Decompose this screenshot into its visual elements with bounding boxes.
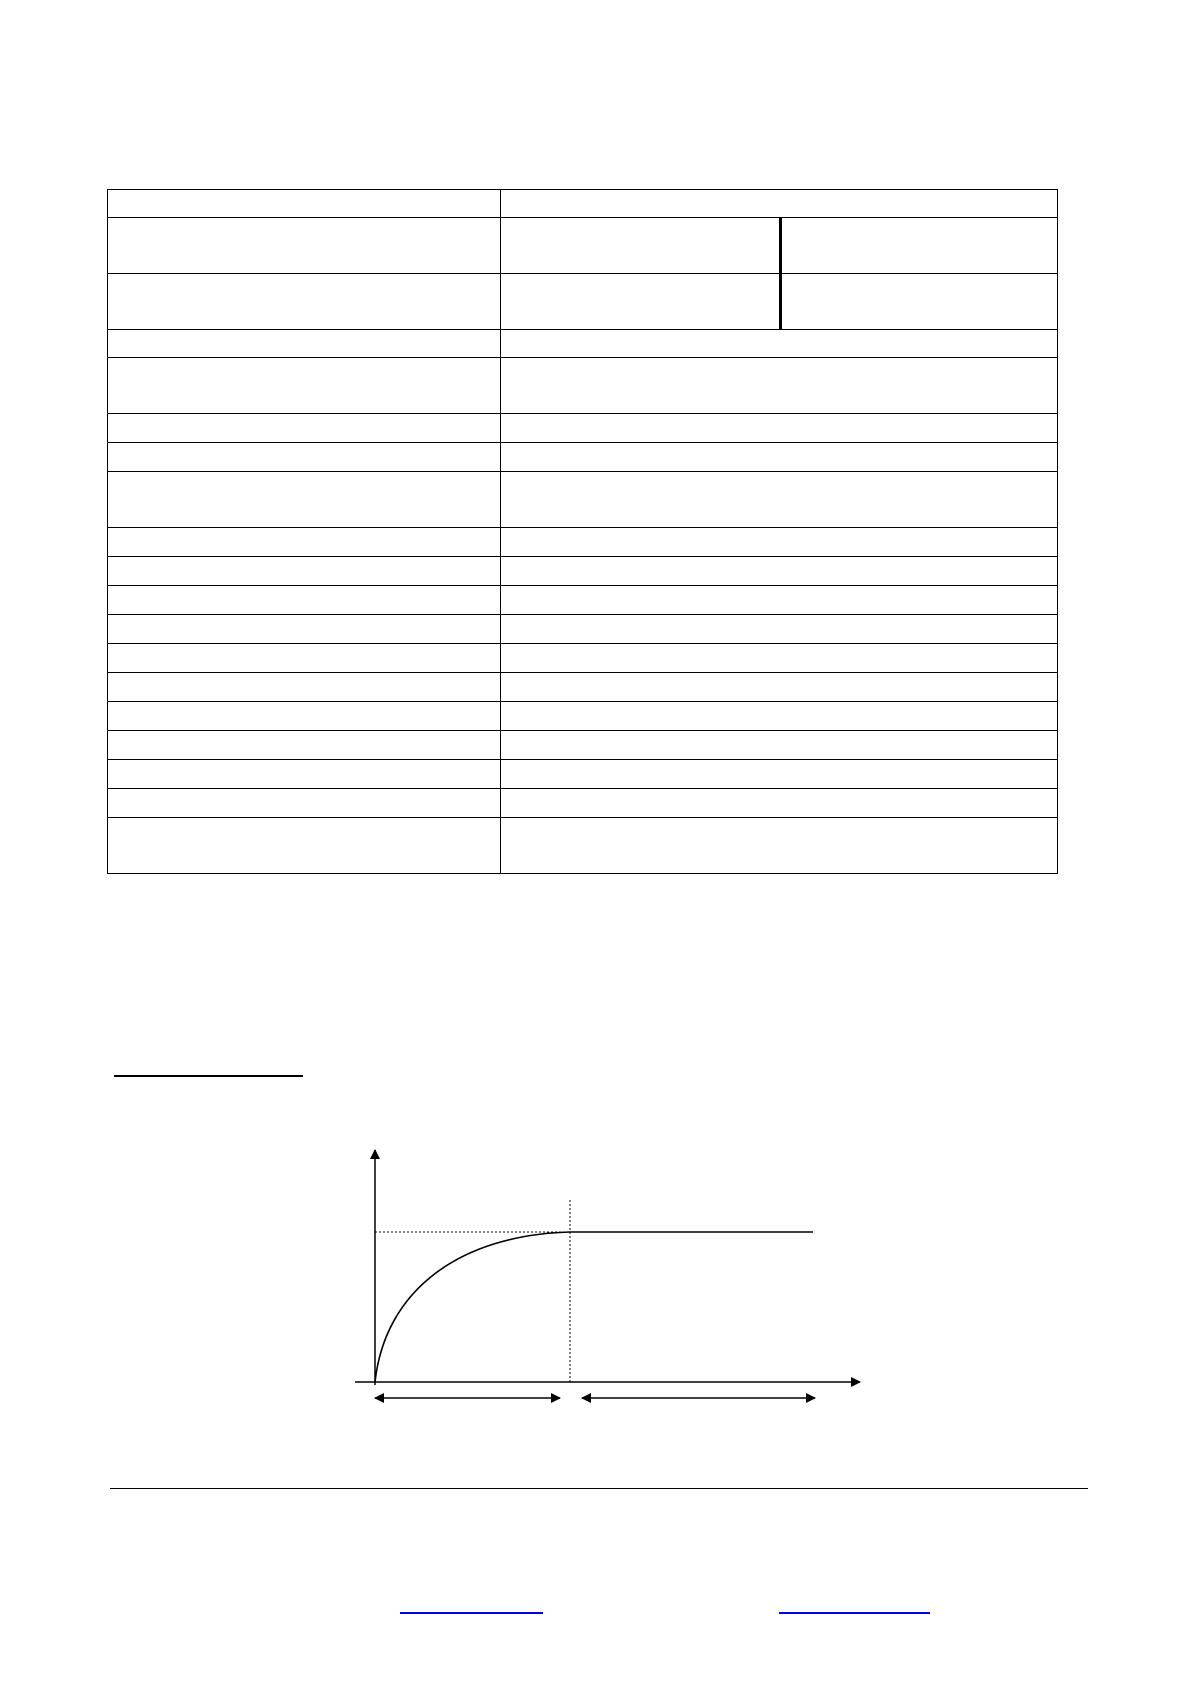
row-label (108, 760, 501, 789)
table-row (108, 330, 1058, 358)
section-heading-underline (114, 1075, 303, 1077)
row-label (108, 557, 501, 586)
response-curve-diagram (340, 1140, 870, 1420)
row-value (501, 789, 1058, 818)
row-value (501, 358, 1058, 414)
table-row (108, 615, 1058, 644)
table-row (108, 528, 1058, 557)
row-value-a (501, 218, 781, 274)
row-label (108, 274, 501, 330)
row-value-b (781, 274, 1058, 330)
row-label (108, 789, 501, 818)
row-value (501, 731, 1058, 760)
table-row (108, 190, 1058, 218)
row-value (501, 586, 1058, 615)
row-label (108, 330, 501, 358)
footer-link-2[interactable] (779, 1612, 930, 1614)
row-label (108, 218, 501, 274)
spec-table (107, 189, 1058, 874)
row-label (108, 731, 501, 760)
table-row (108, 760, 1058, 789)
table-row (108, 414, 1058, 443)
row-value (501, 443, 1058, 472)
row-label (108, 528, 501, 557)
row-label (108, 702, 501, 731)
row-label (108, 472, 501, 528)
row-label (108, 443, 501, 472)
row-value-b (781, 218, 1058, 274)
row-value (501, 644, 1058, 673)
table-row (108, 472, 1058, 528)
row-label (108, 358, 501, 414)
row-value (501, 760, 1058, 789)
table-row (108, 557, 1058, 586)
table-row (108, 586, 1058, 615)
table-row (108, 274, 1058, 330)
footer-link-1[interactable] (400, 1612, 543, 1614)
row-value (501, 615, 1058, 644)
rise-curve (375, 1232, 570, 1382)
row-value (501, 414, 1058, 443)
table-row (108, 443, 1058, 472)
row-label (108, 644, 501, 673)
row-value-a (501, 274, 781, 330)
row-label (108, 615, 501, 644)
table-row (108, 702, 1058, 731)
row-label (108, 586, 501, 615)
row-value (501, 702, 1058, 731)
row-value (501, 528, 1058, 557)
row-label (108, 673, 501, 702)
row-value (501, 818, 1058, 874)
table-row (108, 358, 1058, 414)
table-row (108, 218, 1058, 274)
row-value (501, 673, 1058, 702)
footer-divider (110, 1488, 1088, 1489)
row-value (501, 472, 1058, 528)
table-row (108, 731, 1058, 760)
row-label (108, 190, 501, 218)
table-row (108, 673, 1058, 702)
row-label (108, 414, 501, 443)
row-value (501, 190, 1058, 218)
row-label (108, 818, 501, 874)
table-row (108, 789, 1058, 818)
row-value (501, 330, 1058, 358)
row-value (501, 557, 1058, 586)
table-row (108, 818, 1058, 874)
table-row (108, 644, 1058, 673)
